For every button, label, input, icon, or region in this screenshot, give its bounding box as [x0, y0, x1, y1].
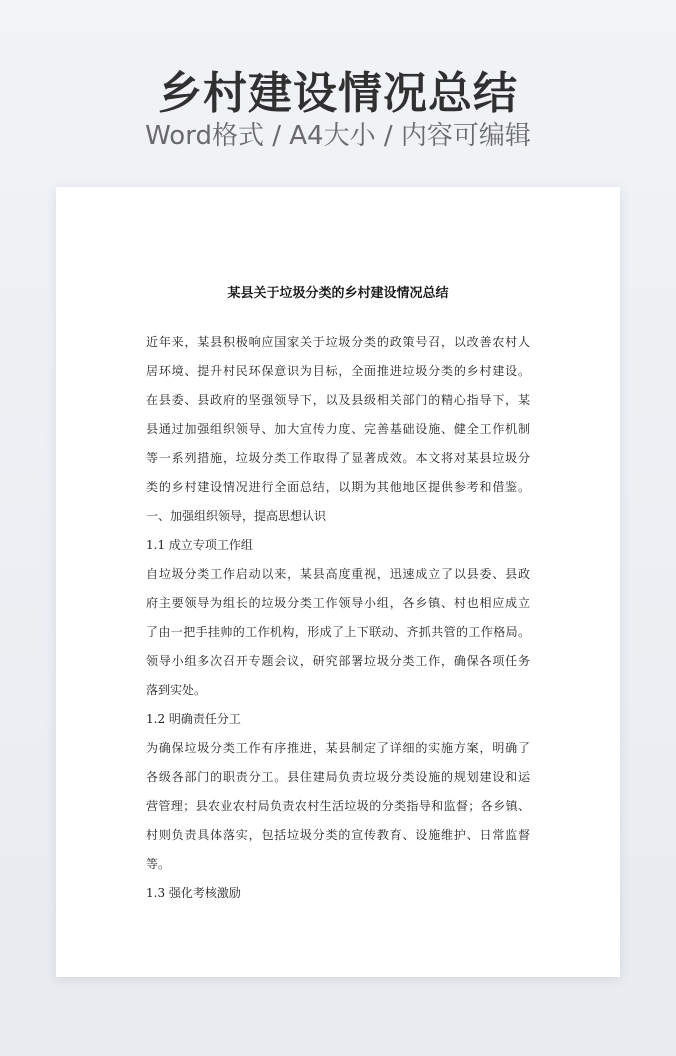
subsection-heading: 1.2 明确责任分工 — [146, 712, 241, 726]
paragraph-line: 县通过加强组织领导、加大宣传力度、完善基础设施、健全工作机制 — [146, 422, 530, 436]
paragraph-line: 为确保垃圾分类工作有序推进，某县制定了详细的实施方案，明确了 — [146, 741, 530, 755]
banner-subtitle: Word格式 / A4大小 / 内容可编辑 — [145, 121, 531, 151]
subsection-heading: 1.3 强化考核激励 — [146, 886, 241, 900]
paragraph-line: 营管理；县农业农村局负责农村生活垃圾的分类指导和监督；各乡镇、 — [146, 799, 530, 813]
paragraph-line: 居环境、提升村民环保意识为目标，全面推进垃圾分类的乡村建设。 — [146, 364, 530, 378]
paragraph-line: 等。 — [146, 857, 171, 871]
paragraph-line: 各级各部门的职责分工。县住建局负责垃圾分类设施的规划建设和运 — [146, 770, 530, 784]
document-body — [146, 328, 530, 908]
paragraph-line: 在县委、县政府的坚强领导下，以及县级相关部门的精心指导下，某 — [146, 393, 530, 407]
paragraph-line: 领导小组多次召开专题会议，研究部署垃圾分类工作，确保各项任务 — [146, 654, 530, 668]
paragraph-line: 府主要领导为组长的垃圾分类工作领导小组，各乡镇、村也相应成立 — [146, 596, 530, 610]
document-page — [56, 187, 620, 977]
paragraph-line: 了由一把手挂帅的工作机构，形成了上下联动、齐抓共管的工作格局。 — [146, 625, 530, 639]
paragraph-line: 类的乡村建设情况进行全面总结，以期为其他地区提供参考和借鉴。 — [146, 480, 530, 494]
paragraph-line: 近年来，某县积极响应国家关于垃圾分类的政策号召，以改善农村人 — [146, 335, 530, 349]
paragraph-line: 落到实处。 — [146, 683, 207, 697]
document-title: 某县关于垃圾分类的乡村建设情况总结 — [227, 286, 449, 301]
section-heading: 一、加强组织领导，提高思想认识 — [146, 509, 327, 523]
paragraph-line: 等一系列措施，垃圾分类工作取得了显著成效。本文将对某县垃圾分 — [146, 451, 530, 465]
paragraph-line: 自垃圾分类工作启动以来，某县高度重视，迅速成立了以县委、县政 — [146, 567, 530, 581]
subsection-heading: 1.1 成立专项工作组 — [146, 538, 253, 552]
banner — [0, 0, 676, 170]
banner-title: 乡村建设情况总结 — [158, 68, 518, 119]
paragraph-line: 村则负责具体落实，包括垃圾分类的宣传教育、设施维护、日常监督 — [146, 828, 530, 842]
